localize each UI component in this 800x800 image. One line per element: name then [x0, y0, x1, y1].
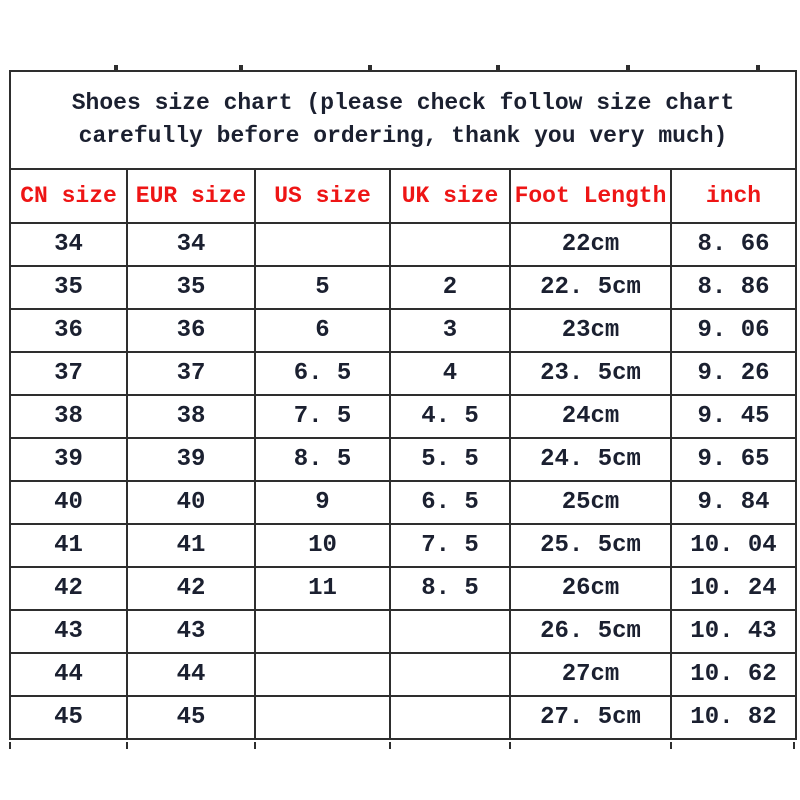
size-cell: 43	[127, 610, 255, 653]
size-cell	[390, 223, 510, 266]
size-cell: 9. 06	[671, 309, 796, 352]
size-cell: 41	[10, 524, 127, 567]
size-cell: 35	[10, 266, 127, 309]
table-row	[10, 352, 796, 395]
crop-artifact-stub	[509, 742, 511, 749]
size-cell: 5	[255, 266, 390, 309]
size-cell	[390, 610, 510, 653]
size-cell: 27cm	[510, 653, 671, 696]
size-cell: 10. 24	[671, 567, 796, 610]
table-row	[10, 266, 796, 309]
size-cell: 24. 5cm	[510, 438, 671, 481]
table-row	[10, 610, 796, 653]
size-cell: 25cm	[510, 481, 671, 524]
size-cell: 35	[127, 266, 255, 309]
size-cell	[255, 610, 390, 653]
column-header-inch: inch	[671, 169, 796, 223]
column-header-row	[10, 169, 796, 223]
chart-title-line-2: carefully before ordering, thank you very much)	[78, 123, 728, 149]
size-cell: 7. 5	[255, 395, 390, 438]
size-cell: 39	[127, 438, 255, 481]
size-cell: 10	[255, 524, 390, 567]
size-cell: 44	[10, 653, 127, 696]
size-cell: 26. 5cm	[510, 610, 671, 653]
column-header-us-size: US size	[255, 169, 390, 223]
size-cell: 4	[390, 352, 510, 395]
size-cell: 8. 5	[390, 567, 510, 610]
size-cell: 9. 45	[671, 395, 796, 438]
size-cell: 45	[127, 696, 255, 739]
size-cell: 26cm	[510, 567, 671, 610]
size-cell: 8. 5	[255, 438, 390, 481]
size-cell: 10. 82	[671, 696, 796, 739]
size-cell: 10. 62	[671, 653, 796, 696]
size-cell: 8. 86	[671, 266, 796, 309]
chart-title-line-1: Shoes size chart (please check follow size chart	[71, 89, 735, 116]
size-cell	[255, 696, 390, 739]
crop-artifact-stub	[793, 742, 795, 749]
size-cell: 34	[10, 223, 127, 266]
crop-artifact-stub	[254, 742, 256, 749]
size-cell: 22cm	[510, 223, 671, 266]
crop-artifact-stub	[389, 742, 391, 749]
size-cell: 45	[10, 696, 127, 739]
crop-artifact-stub	[126, 742, 128, 749]
size-cell: 3	[390, 309, 510, 352]
size-cell: 40	[10, 481, 127, 524]
size-cell: 10. 04	[671, 524, 796, 567]
table-row	[10, 696, 796, 739]
size-cell	[390, 696, 510, 739]
size-cell: 4. 5	[390, 395, 510, 438]
size-cell: 22. 5cm	[510, 266, 671, 309]
size-cell: 5. 5	[390, 438, 510, 481]
size-cell: 42	[10, 567, 127, 610]
size-cell: 38	[10, 395, 127, 438]
column-header-eur-size: EUR size	[127, 169, 255, 223]
size-cell: 23cm	[510, 309, 671, 352]
table-row	[10, 223, 796, 266]
column-header-foot-length: Foot Length	[510, 169, 671, 223]
size-cell: 27. 5cm	[510, 696, 671, 739]
table-row	[10, 395, 796, 438]
size-cell: 2	[390, 266, 510, 309]
size-cell: 36	[10, 309, 127, 352]
size-cell: 38	[127, 395, 255, 438]
size-cell: 10. 43	[671, 610, 796, 653]
table-row	[10, 653, 796, 696]
table-row	[10, 481, 796, 524]
column-header-uk-size: UK size	[390, 169, 510, 223]
crop-artifact-stub	[670, 742, 672, 749]
table-row	[10, 309, 796, 352]
title-row	[10, 71, 796, 169]
chart-title	[10, 71, 796, 169]
table-row	[10, 567, 796, 610]
size-chart-table	[9, 70, 797, 740]
size-cell: 40	[127, 481, 255, 524]
size-cell: 42	[127, 567, 255, 610]
size-cell: 9. 26	[671, 352, 796, 395]
size-cell	[255, 653, 390, 696]
size-cell: 25. 5cm	[510, 524, 671, 567]
size-cell	[255, 223, 390, 266]
size-cell: 24cm	[510, 395, 671, 438]
size-cell: 43	[10, 610, 127, 653]
size-cell: 6. 5	[390, 481, 510, 524]
size-cell: 9. 65	[671, 438, 796, 481]
size-cell	[390, 653, 510, 696]
size-cell: 39	[10, 438, 127, 481]
size-cell: 37	[10, 352, 127, 395]
size-cell: 23. 5cm	[510, 352, 671, 395]
size-cell: 9	[255, 481, 390, 524]
size-cell: 6	[255, 309, 390, 352]
size-cell: 8. 66	[671, 223, 796, 266]
table-row	[10, 438, 796, 481]
size-cell: 34	[127, 223, 255, 266]
size-cell: 36	[127, 309, 255, 352]
size-cell: 44	[127, 653, 255, 696]
crop-artifact-stub	[9, 742, 11, 749]
size-cell: 11	[255, 567, 390, 610]
table-row	[10, 524, 796, 567]
size-cell: 6. 5	[255, 352, 390, 395]
size-cell: 37	[127, 352, 255, 395]
size-cell: 7. 5	[390, 524, 510, 567]
column-header-cn-size: CN size	[10, 169, 127, 223]
size-cell: 9. 84	[671, 481, 796, 524]
size-cell: 41	[127, 524, 255, 567]
